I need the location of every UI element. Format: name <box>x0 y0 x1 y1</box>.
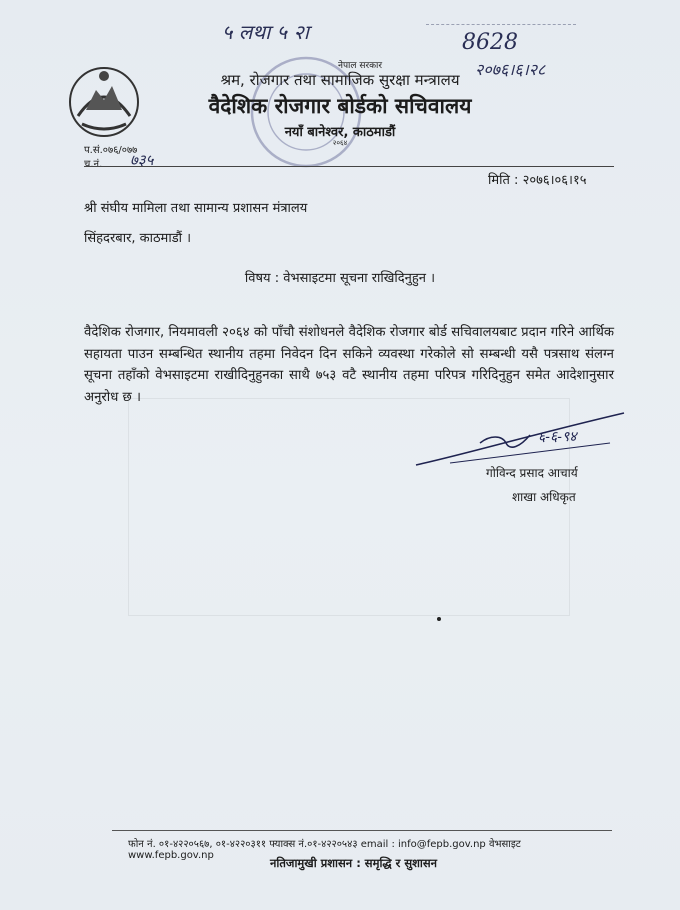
letter-body: वैदेशिक रोजगार, नियमावली २०६४ को पाँचौ संशोधनले वैदेशिक रोजगार बोर्ड सचिवालयबाट प्रदान गरिने आर्थिक सहायता पाउन सम्बन्धित स्थानीय तहमा निवेदन दिन सकिने व्यवस्था गरेकोले सो सम्बन्धी यसै पत्रसाथ संलग्न सूचना तहाँको वेभसाइटमा राखीदिनुहुनका साथै ७५३ वटै स्थानीय तहमा परिपत्र गरिदिनुहुन समेत आदेशानुसार अनुरोध छ । <box>84 325 614 405</box>
signatory-name: गोविन्द प्रसाद आचार्य <box>486 466 578 480</box>
ink-speck <box>437 617 441 621</box>
recipient-line-1: श्री संघीय मामिला तथा सामान्य प्रशासन मंत्रालय <box>84 201 308 216</box>
reference-number: प.सं.०७६/०७७ <box>84 145 138 156</box>
handwritten-reg-date: २०७६।६।२८ <box>475 60 546 79</box>
letter-subject: विषय : वेभसाइटमा सूचना राखिदिनुहुन । <box>244 271 436 286</box>
nepal-emblem-icon <box>64 60 144 140</box>
signature-scribble: ६-६-९४ <box>538 429 577 445</box>
handwritten-reg-number: 8628 <box>462 30 518 55</box>
established-year: २०६४ <box>332 139 348 147</box>
letter-date: मिति : २०७६।०६।१५ <box>488 173 587 188</box>
handwritten-note-left: ५ लथा ५ २ा <box>222 20 309 44</box>
dispatch-number-label: च.नं. <box>84 159 103 170</box>
footer-divider <box>112 830 612 831</box>
office-location: नयाँ बानेश्वर, काठमाडौं <box>284 125 396 140</box>
signatory-title: शाखा अधिकृत <box>512 490 576 504</box>
government-label: नेपाल सरकार <box>337 61 383 71</box>
footer-contact: फोन नं. ०१-४२२०५६७, ०१-४२२०३११ फ्याक्स नं.०१-४२२०५४३ email : info@fepb.gov.np वेभसाइट www.fepb.gov.np <box>128 839 521 861</box>
board-name: वैदेशिक रोजगार बोर्डको सचिवालय <box>208 94 472 118</box>
header-divider <box>84 166 614 167</box>
recipient-line-2: सिंहदरबार, काठमाडौं । <box>84 231 192 246</box>
dispatch-number-value: ७३५ <box>130 151 154 169</box>
footer-motto: नतिजामुखी प्रशासन : समृद्धि र सुशासन <box>270 856 438 870</box>
ministry-name: श्रम, रोजगार तथा सामाजिक सुरक्षा मन्त्रालय <box>220 71 460 89</box>
